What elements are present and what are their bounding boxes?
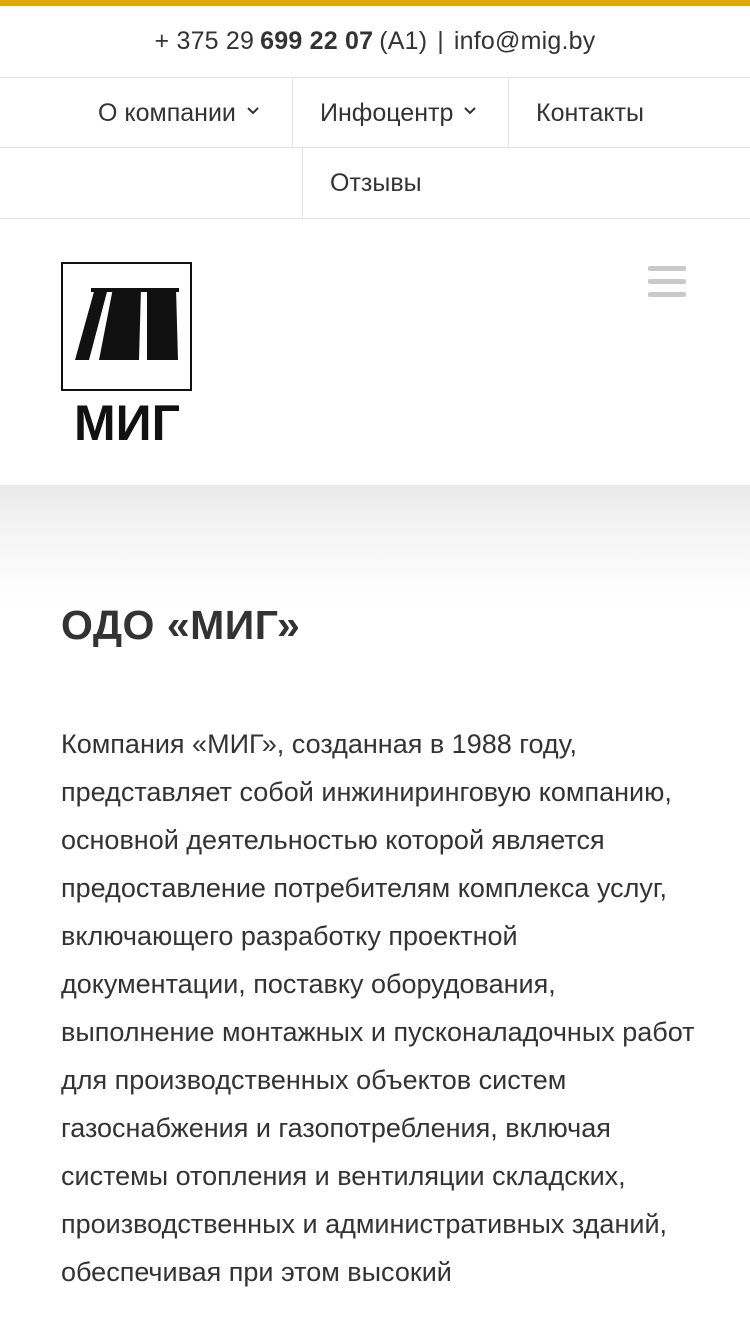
nav-item-infocenter[interactable] — [320, 78, 477, 148]
nav-item-label: О компании — [98, 98, 236, 127]
chevron-down-icon — [246, 104, 260, 118]
chevron-down-icon — [463, 104, 477, 118]
nav-item-contacts[interactable] — [536, 78, 644, 148]
nav-item-about[interactable] — [98, 78, 260, 148]
logo-text: МИГ — [74, 395, 180, 442]
phone-prefix: + 375 29 — [154, 26, 255, 55]
nav-item-label: Отзывы — [330, 168, 422, 197]
nav-item-label: Инфоцентр — [320, 98, 454, 127]
phone-number[interactable]: 699 22 07 — [260, 26, 374, 55]
page-title: ОДО «МИГ» — [61, 602, 301, 648]
nav-divider — [508, 78, 509, 148]
nav-divider — [302, 148, 303, 218]
site-header — [0, 219, 750, 485]
logo-mark — [61, 262, 193, 442]
nav-item-reviews[interactable] — [330, 148, 422, 218]
main-nav — [0, 77, 750, 148]
intro-paragraph: Компания «МИГ», созданная в 1988 году, представляет собой инжиниринговую компанию, основной деятельностью которой является предоставление потребителям комплекса услуг, включающего разработку проектной документации, поставку оборудования, выполнение монтажных и пусконаладочных работ для производственных объектов систем газоснабжения и газопотребления, включая системы отопления и вентиляции складских, производственных и административных зданий, обеспечивая при этом высокий — [61, 729, 695, 1287]
email-link[interactable]: info@mig.by — [453, 26, 596, 55]
logo[interactable] — [61, 262, 193, 442]
header-shadow — [0, 485, 750, 605]
contact-bar — [0, 6, 750, 76]
phone-operator: (A1) — [379, 26, 428, 55]
hamburger-menu-icon[interactable] — [648, 266, 686, 298]
nav-divider — [292, 78, 293, 148]
nav-item-label: Контакты — [536, 98, 644, 127]
contact-separator: | — [437, 26, 444, 55]
main-nav-row-2 — [0, 147, 750, 219]
